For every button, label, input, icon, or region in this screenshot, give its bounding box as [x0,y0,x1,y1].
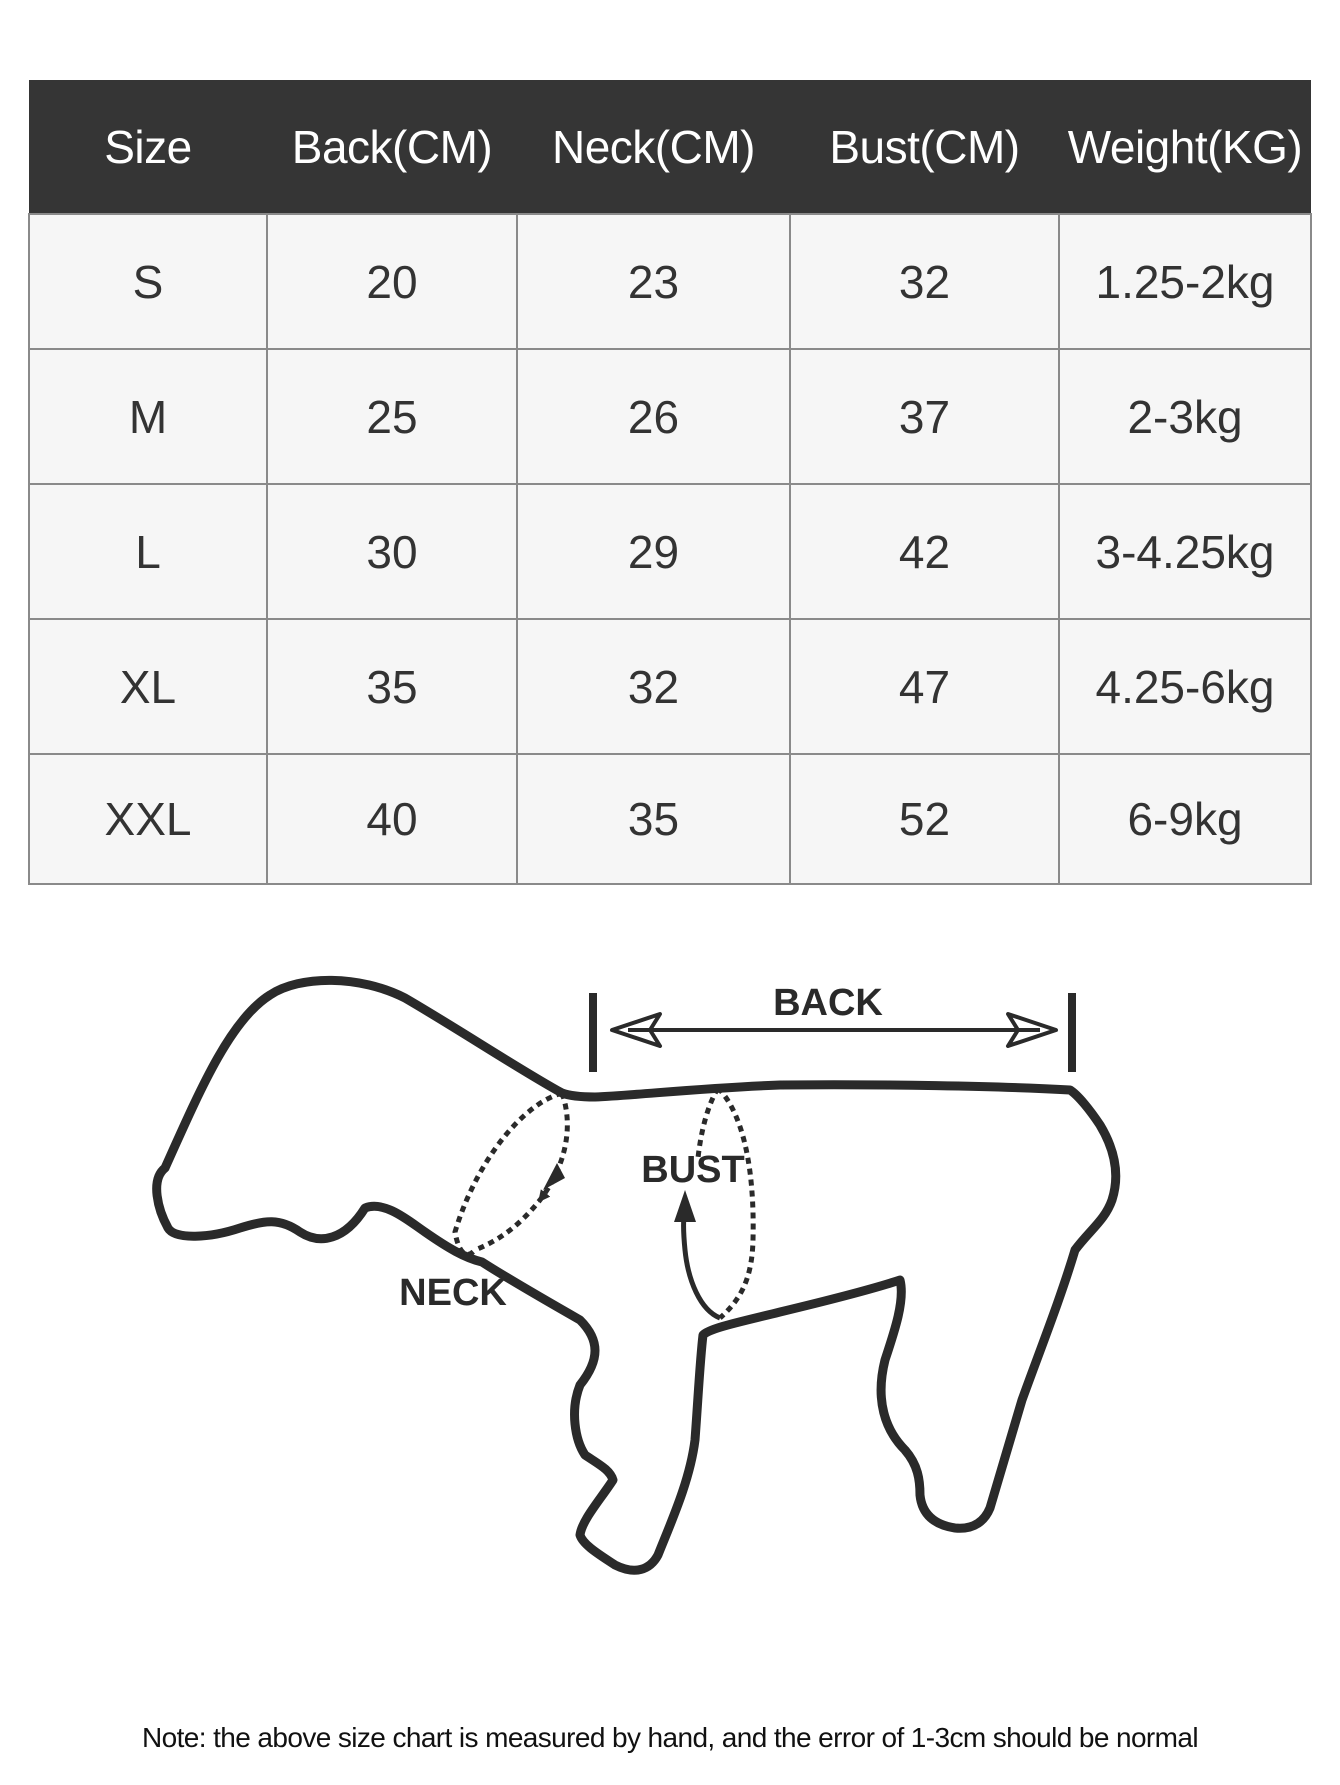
cell-size: XL [29,619,267,754]
cell-bust: 32 [790,214,1059,349]
cell-neck: 23 [517,214,790,349]
cell-back: 20 [267,214,517,349]
cell-weight: 6-9kg [1059,754,1311,884]
header-bust: Bust(CM) [790,80,1059,214]
cell-bust: 47 [790,619,1059,754]
header-size: Size [29,80,267,214]
bust-measurement-lower [684,1210,721,1318]
bust-label: BUST [641,1149,745,1191]
table-row [29,214,1311,349]
cell-neck: 32 [517,619,790,754]
bust-measurement-ring [718,1088,753,1318]
cell-size: L [29,484,267,619]
table-header-row [29,80,1311,214]
measurement-note: Note: the above size chart is measured by hand, and the error of 1-3cm should be normal [142,1722,1198,1753]
cell-weight: 4.25-6kg [1059,619,1311,754]
back-label: BACK [773,982,883,1024]
dog-outline [157,980,1116,1570]
cell-neck: 35 [517,754,790,884]
cell-back: 35 [267,619,517,754]
table-row [29,349,1311,484]
cell-back: 25 [267,349,517,484]
cell-size: XXL [29,754,267,884]
header-back: Back(CM) [267,80,517,214]
cell-back: 40 [267,754,517,884]
cell-size: S [29,214,267,349]
header-weight: Weight(KG) [1059,80,1311,214]
cell-bust: 42 [790,484,1059,619]
cell-weight: 1.25-2kg [1059,214,1311,349]
neck-label: NECK [399,1272,507,1314]
size-chart-table [28,80,1312,885]
table-row [29,619,1311,754]
bust-measurement-front [698,1088,718,1158]
header-neck: Neck(CM) [517,80,790,214]
cell-size: M [29,349,267,484]
cell-bust: 37 [790,349,1059,484]
cell-neck: 29 [517,484,790,619]
cell-weight: 2-3kg [1059,349,1311,484]
back-left-bar [589,993,597,1072]
cell-back: 30 [267,484,517,619]
cell-neck: 26 [517,349,790,484]
dog-measurement-diagram [0,955,1340,1675]
cell-bust: 52 [790,754,1059,884]
table-row [29,484,1311,619]
bust-arrow-icon [674,1190,696,1222]
neck-arrow-icon [543,1163,565,1190]
table-row [29,754,1311,884]
back-right-bar [1068,993,1076,1072]
cell-weight: 3-4.25kg [1059,484,1311,619]
